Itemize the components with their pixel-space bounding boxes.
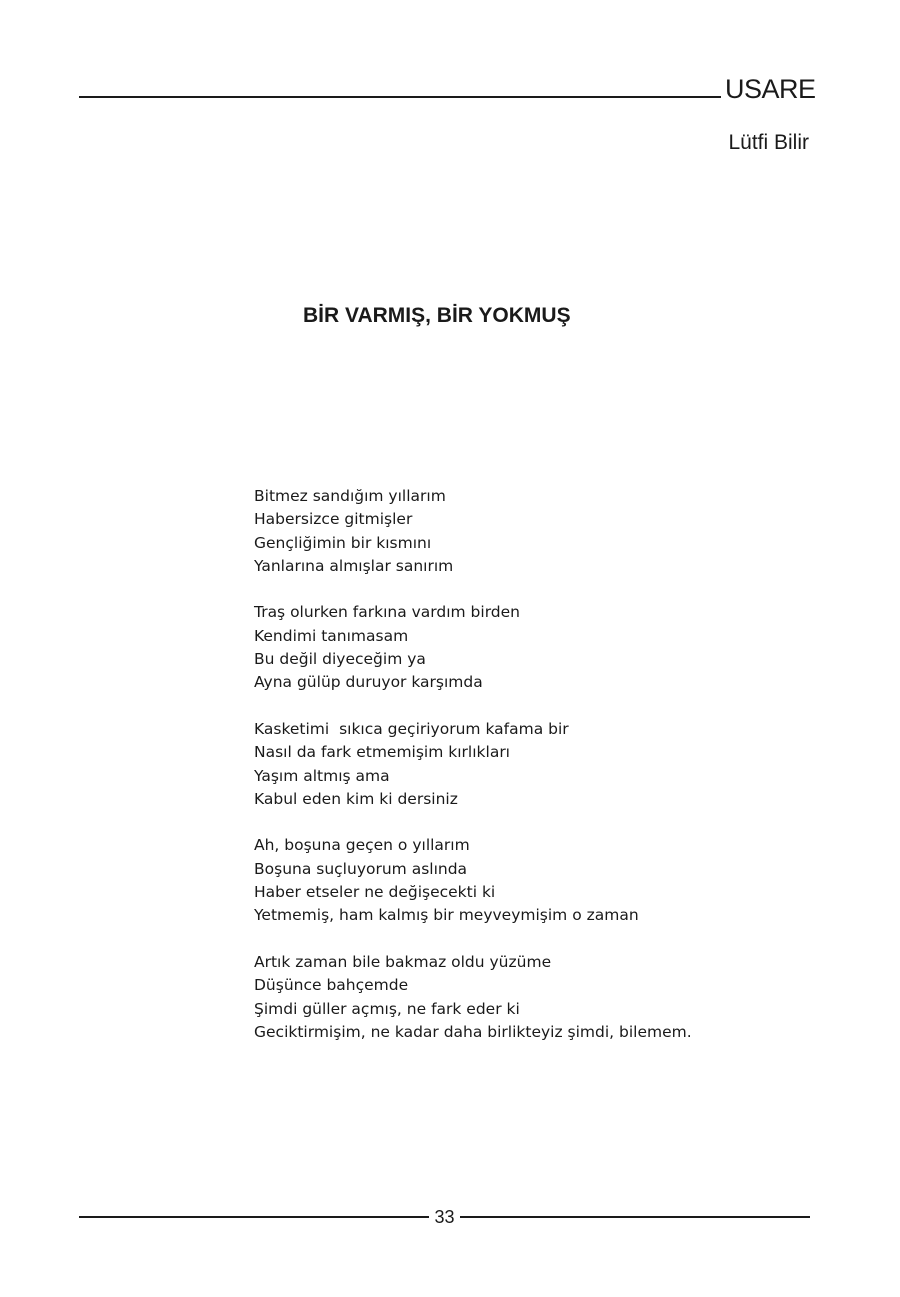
footer-rule-right — [460, 1216, 810, 1218]
poem-line: Kendimi tanımasam — [254, 626, 409, 645]
poem-stanza — [254, 601, 854, 694]
page-number: 33 — [434, 1207, 455, 1227]
poem-line: Haber etseler ne değişecekti ki — [254, 883, 496, 902]
poem-body — [254, 485, 854, 1067]
poem-line: Nasıl da fark etmemişim kırlıkları — [254, 743, 510, 762]
poem-line: Yetmemiş, ham kalmış bir meyveymişim o zaman — [254, 906, 639, 925]
poem-line: Geciktirmişim, ne kadar daha birlikteyiz şimdi, bilemem. — [254, 1022, 692, 1041]
header-rule — [79, 96, 721, 98]
poem-stanza — [254, 834, 854, 927]
journal-name: USARE — [725, 74, 816, 104]
footer-rule-left — [79, 1216, 429, 1218]
poem-line: Kasketimi sıkıca geçiriyorum kafama bir — [254, 719, 569, 738]
poem-line: Kabul eden kim ki dersiniz — [254, 789, 458, 808]
author-name: Lütfi Bilir — [728, 131, 809, 154]
poem-line: Ayna gülüp duruyor karşımda — [254, 673, 483, 692]
poem-line: Traş olurken farkına vardım birden — [254, 603, 521, 622]
poem-line: Yanlarına almışlar sanırım — [254, 556, 454, 575]
poem-line: Artık zaman bile bakmaz oldu yüzüme — [254, 952, 552, 971]
poem-line: Yaşım altmış ama — [254, 766, 390, 785]
poem-line: Bitmez sandığım yıllarım — [254, 487, 446, 505]
poem-stanza — [254, 485, 854, 578]
poem-line: Şimdi güller açmış, ne fark eder ki — [254, 999, 520, 1018]
poem-line: Habersizce gitmişler — [254, 510, 413, 529]
poem-line: Gençliğimin bir kısmını — [254, 533, 432, 552]
poem-line: Düşünce bahçemde — [254, 976, 409, 995]
poem-line: Boşuna suçluyorum aslında — [254, 859, 468, 878]
poem-line: Ah, boşuna geçen o yıllarım — [254, 836, 470, 855]
poem-stanza — [254, 951, 854, 1044]
poem-stanza — [254, 718, 854, 811]
poem-title: BİR VARMIŞ, BİR YOKMUŞ — [303, 304, 571, 327]
poem-line: Bu değil diyeceğim ya — [254, 650, 426, 669]
page-footer — [79, 1204, 810, 1230]
